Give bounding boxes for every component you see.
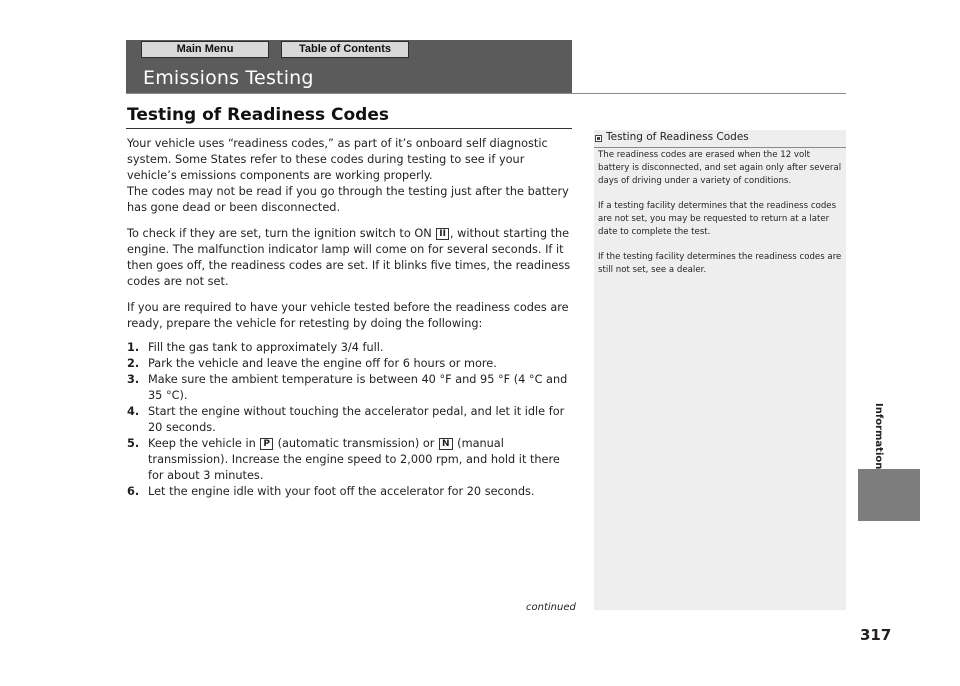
list-item: 5. Keep the vehicle in P (automatic transmission) or N (manual transmission). Increase the engine speed to 2,000 rpm, and hold it there for about 3 minutes. [127,437,560,482]
section-title: Testing of Readiness Codes [127,105,389,125]
intro-paragraph: Your vehicle uses “readiness codes,” as part of it’s onboard self diagnostic system. Some States refer to these codes during testing to see if your vehicle’s emissions components are working properly. [127,137,548,182]
retest-paragraph: If you are required to have your vehicle tested before the readiness codes are ready, prepare the vehicle for retesting by doing the following: [127,301,569,330]
banner-divider [126,93,846,94]
side-tab-label: Information [873,403,884,470]
sidebar-body [598,149,844,289]
sidebar-paragraph: If a testing facility determines that the readiness codes are not set, you may be requested to return at a later date to complete the test. [598,201,837,237]
ignition-on-key-icon: II [436,228,449,240]
check-paragraph: To check if they are set, turn the ignition switch to ON II , without starting the engine. The malfunction indicator lamp will come on for several seconds. If it then goes off, the readiness codes are set. If it blinks five times, the readiness codes are not set. [127,227,571,288]
list-item: 6. Let the engine idle with your foot off the accelerator for 20 seconds. [127,485,535,498]
chapter-banner [126,40,572,93]
list-item: 3. Make sure the ambient temperature is between 40 °F and 95 °F (4 °C and 35 °C). [127,373,568,402]
list-item: 4. Start the engine without touching the accelerator pedal, and let it idle for 20 seconds. [127,405,565,434]
neutral-key-icon: N [439,438,453,450]
sidebar-paragraph: If the testing facility determines the readiness codes are still not set, see a dealer. [598,252,842,275]
sidebar-title: Testing of Readiness Codes [606,131,749,143]
main-menu-button[interactable]: Main Menu [141,41,269,58]
chapter-title: Emissions Testing [143,67,314,89]
main-body [127,136,575,500]
continued-label: continued [526,602,576,613]
page-number: 317 [860,626,892,644]
reference-icon [595,135,602,142]
chapter-tab [858,469,920,521]
table-of-contents-button[interactable]: Table of Contents [281,41,409,58]
sidebar-paragraph: The readiness codes are erased when the 12 volt battery is disconnected, and set again only after several days of driving under a variety of conditions. [598,150,842,186]
park-key-icon: P [260,438,273,450]
sidebar-header [594,130,846,148]
list-item: 2. Park the vehicle and leave the engine off for 6 hours or more. [127,357,497,370]
battery-paragraph: The codes may not be read if you go through the testing just after the battery has gone dead or been disconnected. [127,185,569,214]
section-divider [126,128,572,129]
retest-steps [127,340,575,500]
list-item: 1. Fill the gas tank to approximately 3/4 full. [127,341,384,354]
sidebar-note [594,130,846,610]
